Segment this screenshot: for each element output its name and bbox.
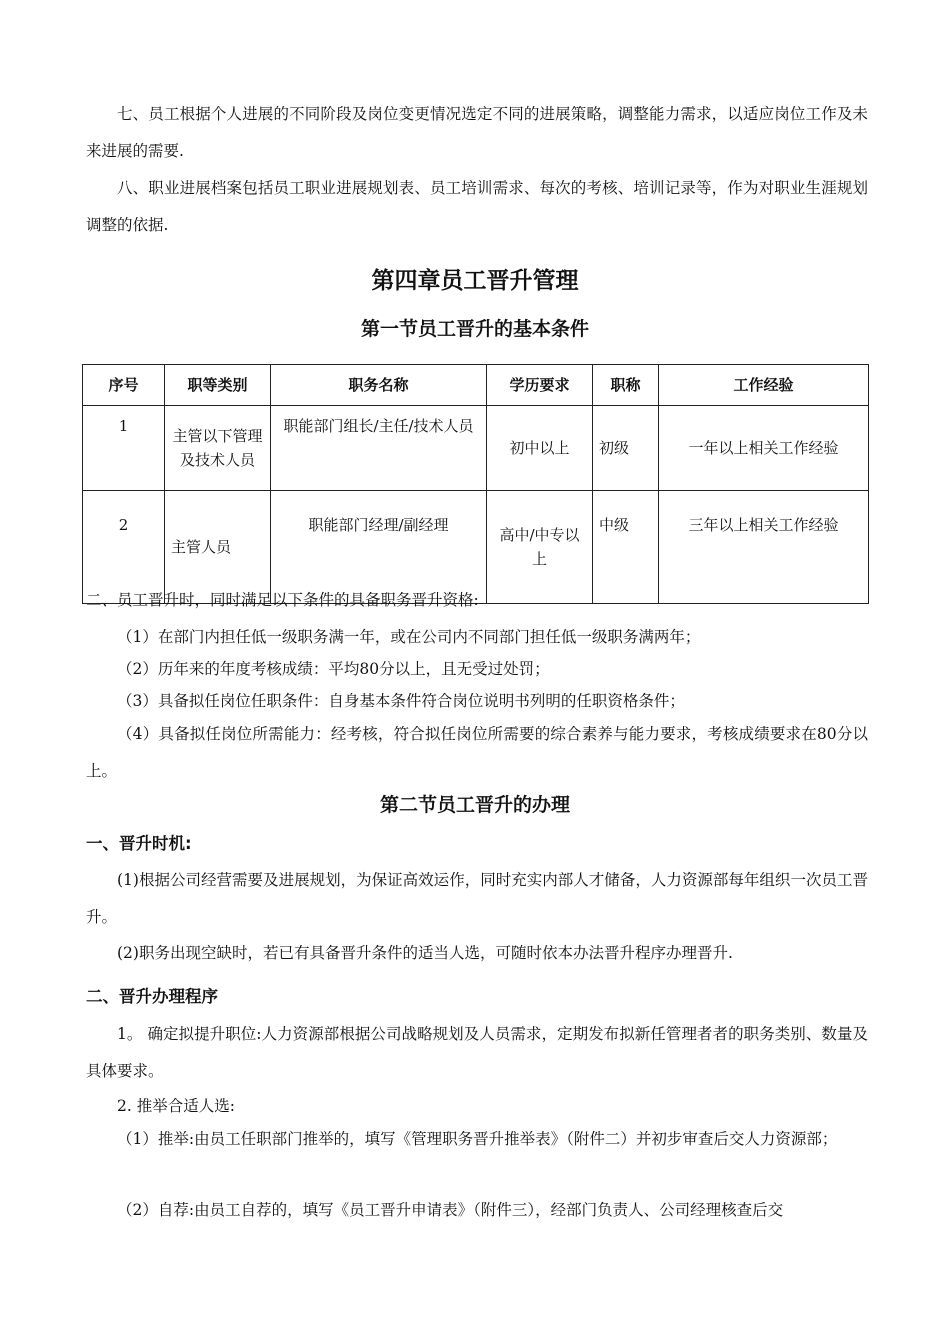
table-header-row bbox=[83, 365, 869, 406]
table-cell: 2 bbox=[83, 491, 165, 604]
table-cell: 中级 bbox=[593, 491, 659, 604]
section-title-2: 第二节员工晋升的办理 bbox=[379, 794, 570, 816]
table-header-cell: 职称 bbox=[593, 365, 659, 406]
paragraph-eight: 八、职业进展档案包括员工职业进展规划表、员工培训需求、每次的考核、培训记录等，作为对职业生涯规划调整的依据. bbox=[86, 179, 868, 234]
table-cell: 初级 bbox=[593, 406, 659, 491]
condition-item: （3）具备拟任岗位任职条件：自身基本条件符合岗位说明书列明的任职资格条件； bbox=[117, 692, 685, 710]
timing-heading: 一、晋升时机: bbox=[86, 834, 192, 853]
table-cell: 初中以上 bbox=[487, 406, 593, 491]
table-cell: 主管以下管理及技术人员 bbox=[165, 406, 271, 491]
table-cell: 高中/中专以上 bbox=[487, 491, 593, 604]
table-cell: 职能部门经理/副经理 bbox=[271, 491, 487, 604]
paragraph-seven: 七、员工根据个人进展的不同阶段及岗位变更情况选定不同的进展策略，调整能力需求，以适应岗位工作及未来进展的需要. bbox=[86, 105, 868, 160]
procedure-item: 1。 确定拟提升职位:人力资源部根据公司战略规划及人员需求，定期发布拟新任管理者者的职务类别、数量及具体要求。 bbox=[86, 1025, 868, 1080]
procedure-item: （1）推举:由员工任职部门推举的，填写《管理职务晋升推举表》（附件二）并初步审查后交人力资源部； bbox=[117, 1130, 838, 1148]
procedure-item: 2. 推举合适人选: bbox=[117, 1097, 235, 1115]
timing-item: (1)根据公司经营需要及进展规划，为保证高效运作，同时充实内部人才储备，人力资源部每年组织一次员工晋升。 bbox=[86, 871, 868, 926]
table-header-cell: 学历要求 bbox=[487, 365, 593, 406]
table-row bbox=[83, 406, 869, 491]
table-cell: 一年以上相关工作经验 bbox=[659, 406, 869, 491]
table-header-cell: 序号 bbox=[83, 365, 165, 406]
procedure-heading: 二、晋升办理程序 bbox=[86, 987, 218, 1006]
condition-item: （1）在部门内担任低一级职务满一年，或在公司内不同部门担任低一级职务满两年； bbox=[117, 628, 701, 646]
timing-item: (2)职务出现空缺时，若已有具备晋升条件的适当人选，可随时依本办法晋升程序办理晋升. bbox=[117, 944, 733, 962]
conditions-intro: 二、员工晋升时，同时满足以下条件的具备职务晋升资格: bbox=[86, 591, 479, 609]
table-header-cell: 职等类别 bbox=[165, 365, 271, 406]
condition-item: （2）历年来的年度考核成绩：平均80分以上，且无受过处罚； bbox=[117, 660, 550, 678]
table-cell: 1 bbox=[83, 406, 165, 491]
section-title-1: 第一节员工晋升的基本条件 bbox=[360, 318, 589, 340]
condition-item: （4）具备拟任岗位所需能力：经考核，符合拟任岗位所需要的综合素养与能力要求，考核成绩要求在80分以上。 bbox=[86, 725, 868, 780]
table-header-cell: 职务名称 bbox=[271, 365, 487, 406]
table-cell: 职能部门组长/主任/技术人员 bbox=[271, 406, 487, 491]
chapter-title: 第四章员工晋升管理 bbox=[371, 268, 579, 294]
procedure-item: （2）自荐:由员工自荐的，填写《员工晋升申请表》（附件三），经部门负责人、公司经理核查后交 bbox=[117, 1201, 784, 1219]
table-cell: 三年以上相关工作经验 bbox=[659, 491, 869, 604]
table-cell: 主管人员 bbox=[165, 491, 271, 604]
table-header-cell: 工作经验 bbox=[659, 365, 869, 406]
promotion-conditions-table bbox=[82, 364, 869, 604]
